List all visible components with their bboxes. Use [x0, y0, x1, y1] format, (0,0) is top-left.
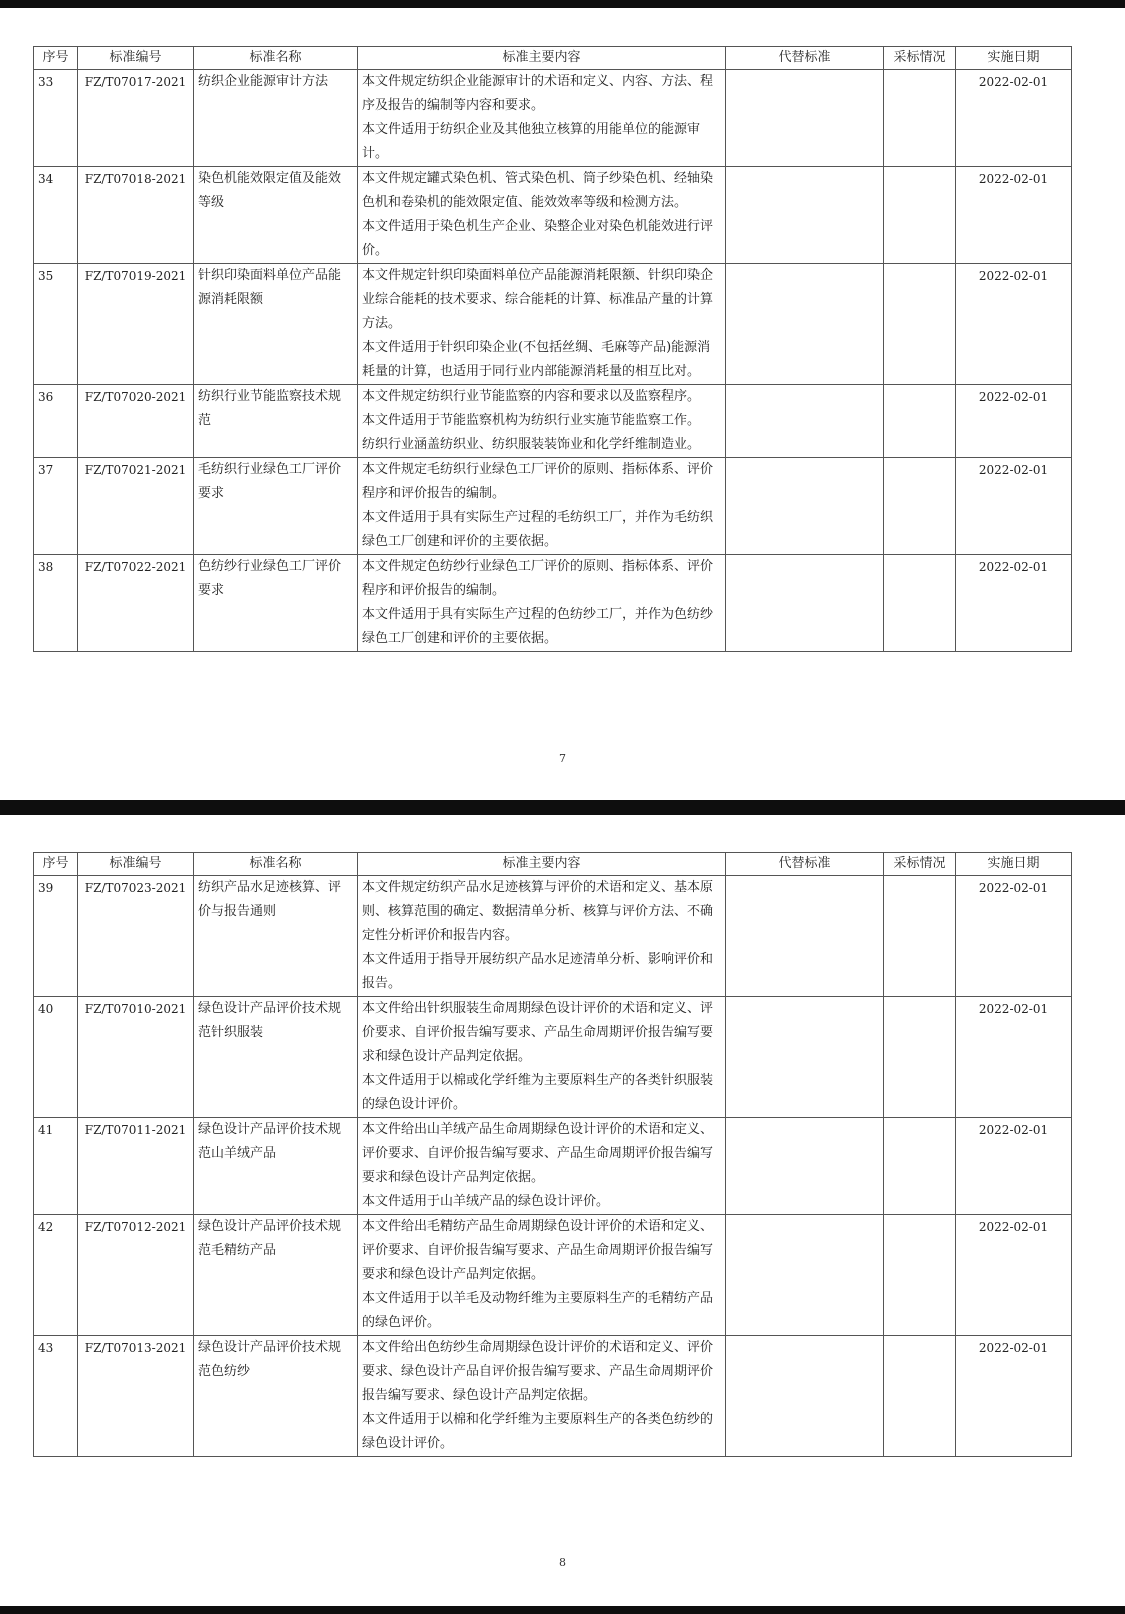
row-replaced-standard — [726, 458, 884, 555]
content-paragraph: 本文件适用于纺织企业及其他独立核算的用能单位的能源审计。 — [362, 122, 701, 161]
header-date: 实施日期 — [956, 853, 1072, 876]
table-row — [34, 1118, 1072, 1215]
row-standard-code: FZ/T07020-2021 — [78, 385, 194, 458]
row-standard-code: FZ/T07021-2021 — [78, 458, 194, 555]
row-standard-code: FZ/T07018-2021 — [78, 167, 194, 264]
row-adoption-status — [884, 555, 956, 652]
row-seq: 37 — [34, 458, 78, 555]
content-paragraph: 本文件适用于具有实际生产过程的色纺纱工厂，并作为色纺纱绿色工厂创建和评价的主要依据。 — [362, 607, 714, 646]
row-main-content — [358, 167, 726, 264]
content-paragraph: 本文件适用于山羊绒产品的绿色设计评价。 — [362, 1194, 610, 1209]
row-main-content — [358, 1336, 726, 1457]
table-header-row — [34, 853, 1072, 876]
content-paragraph: 本文件规定纺织行业节能监察的内容和要求以及监察程序。 — [362, 389, 701, 404]
row-adoption-status — [884, 167, 956, 264]
header-code: 标准编号 — [78, 853, 194, 876]
content-paragraph: 本文件适用于以棉和化学纤维为主要原料生产的各类色纺纱的绿色设计评价。 — [362, 1412, 714, 1451]
row-standard-name: 色纺纱行业绿色工厂评价要求 — [194, 555, 358, 652]
row-implementation-date: 2022-02-01 — [956, 264, 1072, 385]
row-implementation-date: 2022-02-01 — [956, 167, 1072, 264]
row-main-content — [358, 876, 726, 997]
row-main-content — [358, 385, 726, 458]
row-standard-code: FZ/T07022-2021 — [78, 555, 194, 652]
row-main-content — [358, 997, 726, 1118]
header-replaced: 代替标准 — [726, 853, 884, 876]
table-row — [34, 264, 1072, 385]
content-paragraph: 本文件适用于指导开展纺织产品水足迹清单分析、影响评价和报告。 — [362, 952, 714, 991]
row-replaced-standard — [726, 555, 884, 652]
row-main-content — [358, 1215, 726, 1336]
row-standard-code: FZ/T07019-2021 — [78, 264, 194, 385]
table-row — [34, 1336, 1072, 1457]
row-standard-name: 纺织行业节能监察技术规范 — [194, 385, 358, 458]
content-paragraph: 本文件给出针织服装生命周期绿色设计评价的术语和定义、评价要求、自评价报告编写要求、产品生命周期评价报告编写要求和绿色设计产品判定依据。 — [362, 1001, 714, 1064]
row-seq: 40 — [34, 997, 78, 1118]
row-main-content — [358, 555, 726, 652]
row-implementation-date: 2022-02-01 — [956, 1215, 1072, 1336]
content-paragraph: 本文件适用于具有实际生产过程的毛纺织工厂，并作为毛纺织绿色工厂创建和评价的主要依据。 — [362, 510, 714, 549]
content-paragraph: 本文件规定罐式染色机、管式染色机、筒子纱染色机、经轴染色机和卷染机的能效限定值、能效效率等级和检测方法。 — [362, 171, 714, 210]
row-implementation-date: 2022-02-01 — [956, 876, 1072, 997]
row-adoption-status — [884, 876, 956, 997]
table-row — [34, 70, 1072, 167]
content-paragraph: 纺织行业涵盖纺织业、纺织服装装饰业和化学纤维制造业。 — [362, 437, 701, 452]
row-replaced-standard — [726, 876, 884, 997]
standards-table — [33, 852, 1072, 1457]
row-adoption-status — [884, 997, 956, 1118]
content-paragraph: 本文件规定针织印染面料单位产品能源消耗限额、针织印染企业综合能耗的技术要求、综合能耗的计算、标准品产量的计算方法。 — [362, 268, 714, 331]
content-paragraph: 本文件给出色纺纱生命周期绿色设计评价的术语和定义、评价要求、绿色设计产品自评价报告编写要求、产品生命周期评价报告编写要求、绿色设计产品判定依据。 — [362, 1340, 714, 1403]
row-standard-name: 针织印染面料单位产品能源消耗限额 — [194, 264, 358, 385]
document-page — [0, 8, 1125, 800]
content-paragraph: 本文件规定纺织产品水足迹核算与评价的术语和定义、基本原则、核算范围的确定、数据清单分析、核算与评价方法、不确定性分析评价和报告内容。 — [362, 880, 714, 943]
row-implementation-date: 2022-02-01 — [956, 70, 1072, 167]
row-main-content — [358, 1118, 726, 1215]
header-content: 标准主要内容 — [358, 853, 726, 876]
content-paragraph: 本文件适用于以羊毛及动物纤维为主要原料生产的毛精纺产品的绿色评价。 — [362, 1291, 714, 1330]
row-standard-code: FZ/T07010-2021 — [78, 997, 194, 1118]
row-adoption-status — [884, 1215, 956, 1336]
row-main-content — [358, 264, 726, 385]
header-replaced: 代替标准 — [726, 47, 884, 70]
header-code: 标准编号 — [78, 47, 194, 70]
row-standard-code: FZ/T07013-2021 — [78, 1336, 194, 1457]
row-replaced-standard — [726, 385, 884, 458]
document-page — [0, 815, 1125, 1606]
header-content: 标准主要内容 — [358, 47, 726, 70]
header-date: 实施日期 — [956, 47, 1072, 70]
row-replaced-standard — [726, 264, 884, 385]
row-adoption-status — [884, 1336, 956, 1457]
header-name: 标准名称 — [194, 47, 358, 70]
table-header-row — [34, 47, 1072, 70]
row-standard-name: 绿色设计产品评价技术规范针织服装 — [194, 997, 358, 1118]
row-seq: 39 — [34, 876, 78, 997]
content-paragraph: 本文件适用于染色机生产企业、染整企业对染色机能效进行评价。 — [362, 219, 714, 258]
row-adoption-status — [884, 70, 956, 167]
row-seq: 36 — [34, 385, 78, 458]
row-main-content — [358, 458, 726, 555]
content-paragraph: 本文件适用于节能监察机构为纺织行业实施节能监察工作。 — [362, 413, 701, 428]
row-implementation-date: 2022-02-01 — [956, 997, 1072, 1118]
row-standard-name: 绿色设计产品评价技术规范山羊绒产品 — [194, 1118, 358, 1215]
page-number: 7 — [559, 752, 566, 765]
row-main-content — [358, 70, 726, 167]
row-replaced-standard — [726, 167, 884, 264]
row-replaced-standard — [726, 997, 884, 1118]
page-number: 8 — [559, 1556, 566, 1569]
table-body — [34, 70, 1072, 652]
content-paragraph: 本文件规定纺织企业能源审计的术语和定义、内容、方法、程序及报告的编制等内容和要求。 — [362, 74, 714, 113]
row-seq: 34 — [34, 167, 78, 264]
row-adoption-status — [884, 264, 956, 385]
row-standard-name: 绿色设计产品评价技术规范毛精纺产品 — [194, 1215, 358, 1336]
row-adoption-status — [884, 458, 956, 555]
row-seq: 41 — [34, 1118, 78, 1215]
header-adoption: 采标情况 — [884, 47, 956, 70]
row-standard-name: 毛纺织行业绿色工厂评价要求 — [194, 458, 358, 555]
content-paragraph: 本文件规定色纺纱行业绿色工厂评价的原则、指标体系、评价程序和评价报告的编制。 — [362, 559, 714, 598]
table-row — [34, 167, 1072, 264]
header-seq: 序号 — [34, 853, 78, 876]
header-name: 标准名称 — [194, 853, 358, 876]
row-replaced-standard — [726, 1118, 884, 1215]
row-implementation-date: 2022-02-01 — [956, 1118, 1072, 1215]
row-implementation-date: 2022-02-01 — [956, 1336, 1072, 1457]
row-implementation-date: 2022-02-01 — [956, 555, 1072, 652]
row-adoption-status — [884, 1118, 956, 1215]
row-standard-code: FZ/T07012-2021 — [78, 1215, 194, 1336]
row-seq: 35 — [34, 264, 78, 385]
header-seq: 序号 — [34, 47, 78, 70]
content-paragraph: 本文件适用于以棉或化学纤维为主要原料生产的各类针织服装的绿色设计评价。 — [362, 1073, 714, 1112]
table-body — [34, 876, 1072, 1457]
row-standard-name: 染色机能效限定值及能效等级 — [194, 167, 358, 264]
row-replaced-standard — [726, 1215, 884, 1336]
row-standard-name: 纺织产品水足迹核算、评价与报告通则 — [194, 876, 358, 997]
content-paragraph: 本文件规定毛纺织行业绿色工厂评价的原则、指标体系、评价程序和评价报告的编制。 — [362, 462, 714, 501]
row-seq: 42 — [34, 1215, 78, 1336]
row-seq: 43 — [34, 1336, 78, 1457]
content-paragraph: 本文件给出山羊绒产品生命周期绿色设计评价的术语和定义、评价要求、自评价报告编写要求、产品生命周期评价报告编写要求和绿色设计产品判定依据。 — [362, 1122, 714, 1185]
header-adoption: 采标情况 — [884, 853, 956, 876]
table-row — [34, 1215, 1072, 1336]
row-standard-code: FZ/T07023-2021 — [78, 876, 194, 997]
row-adoption-status — [884, 385, 956, 458]
table-row — [34, 876, 1072, 997]
row-standard-name: 纺织企业能源审计方法 — [194, 70, 358, 167]
row-replaced-standard — [726, 1336, 884, 1457]
standards-table — [33, 46, 1072, 652]
content-paragraph: 本文件适用于针织印染企业(不包括丝绸、毛麻等产品)能源消耗量的计算，也适用于同行业内部能源消耗量的相互比对。 — [362, 340, 711, 379]
table-row — [34, 458, 1072, 555]
row-seq: 38 — [34, 555, 78, 652]
row-implementation-date: 2022-02-01 — [956, 385, 1072, 458]
row-seq: 33 — [34, 70, 78, 167]
table-row — [34, 555, 1072, 652]
table-row — [34, 997, 1072, 1118]
row-replaced-standard — [726, 70, 884, 167]
content-paragraph: 本文件给出毛精纺产品生命周期绿色设计评价的术语和定义、评价要求、自评价报告编写要求、产品生命周期评价报告编写要求和绿色设计产品判定依据。 — [362, 1219, 714, 1282]
row-implementation-date: 2022-02-01 — [956, 458, 1072, 555]
row-standard-code: FZ/T07011-2021 — [78, 1118, 194, 1215]
row-standard-name: 绿色设计产品评价技术规范色纺纱 — [194, 1336, 358, 1457]
row-standard-code: FZ/T07017-2021 — [78, 70, 194, 167]
table-row — [34, 385, 1072, 458]
